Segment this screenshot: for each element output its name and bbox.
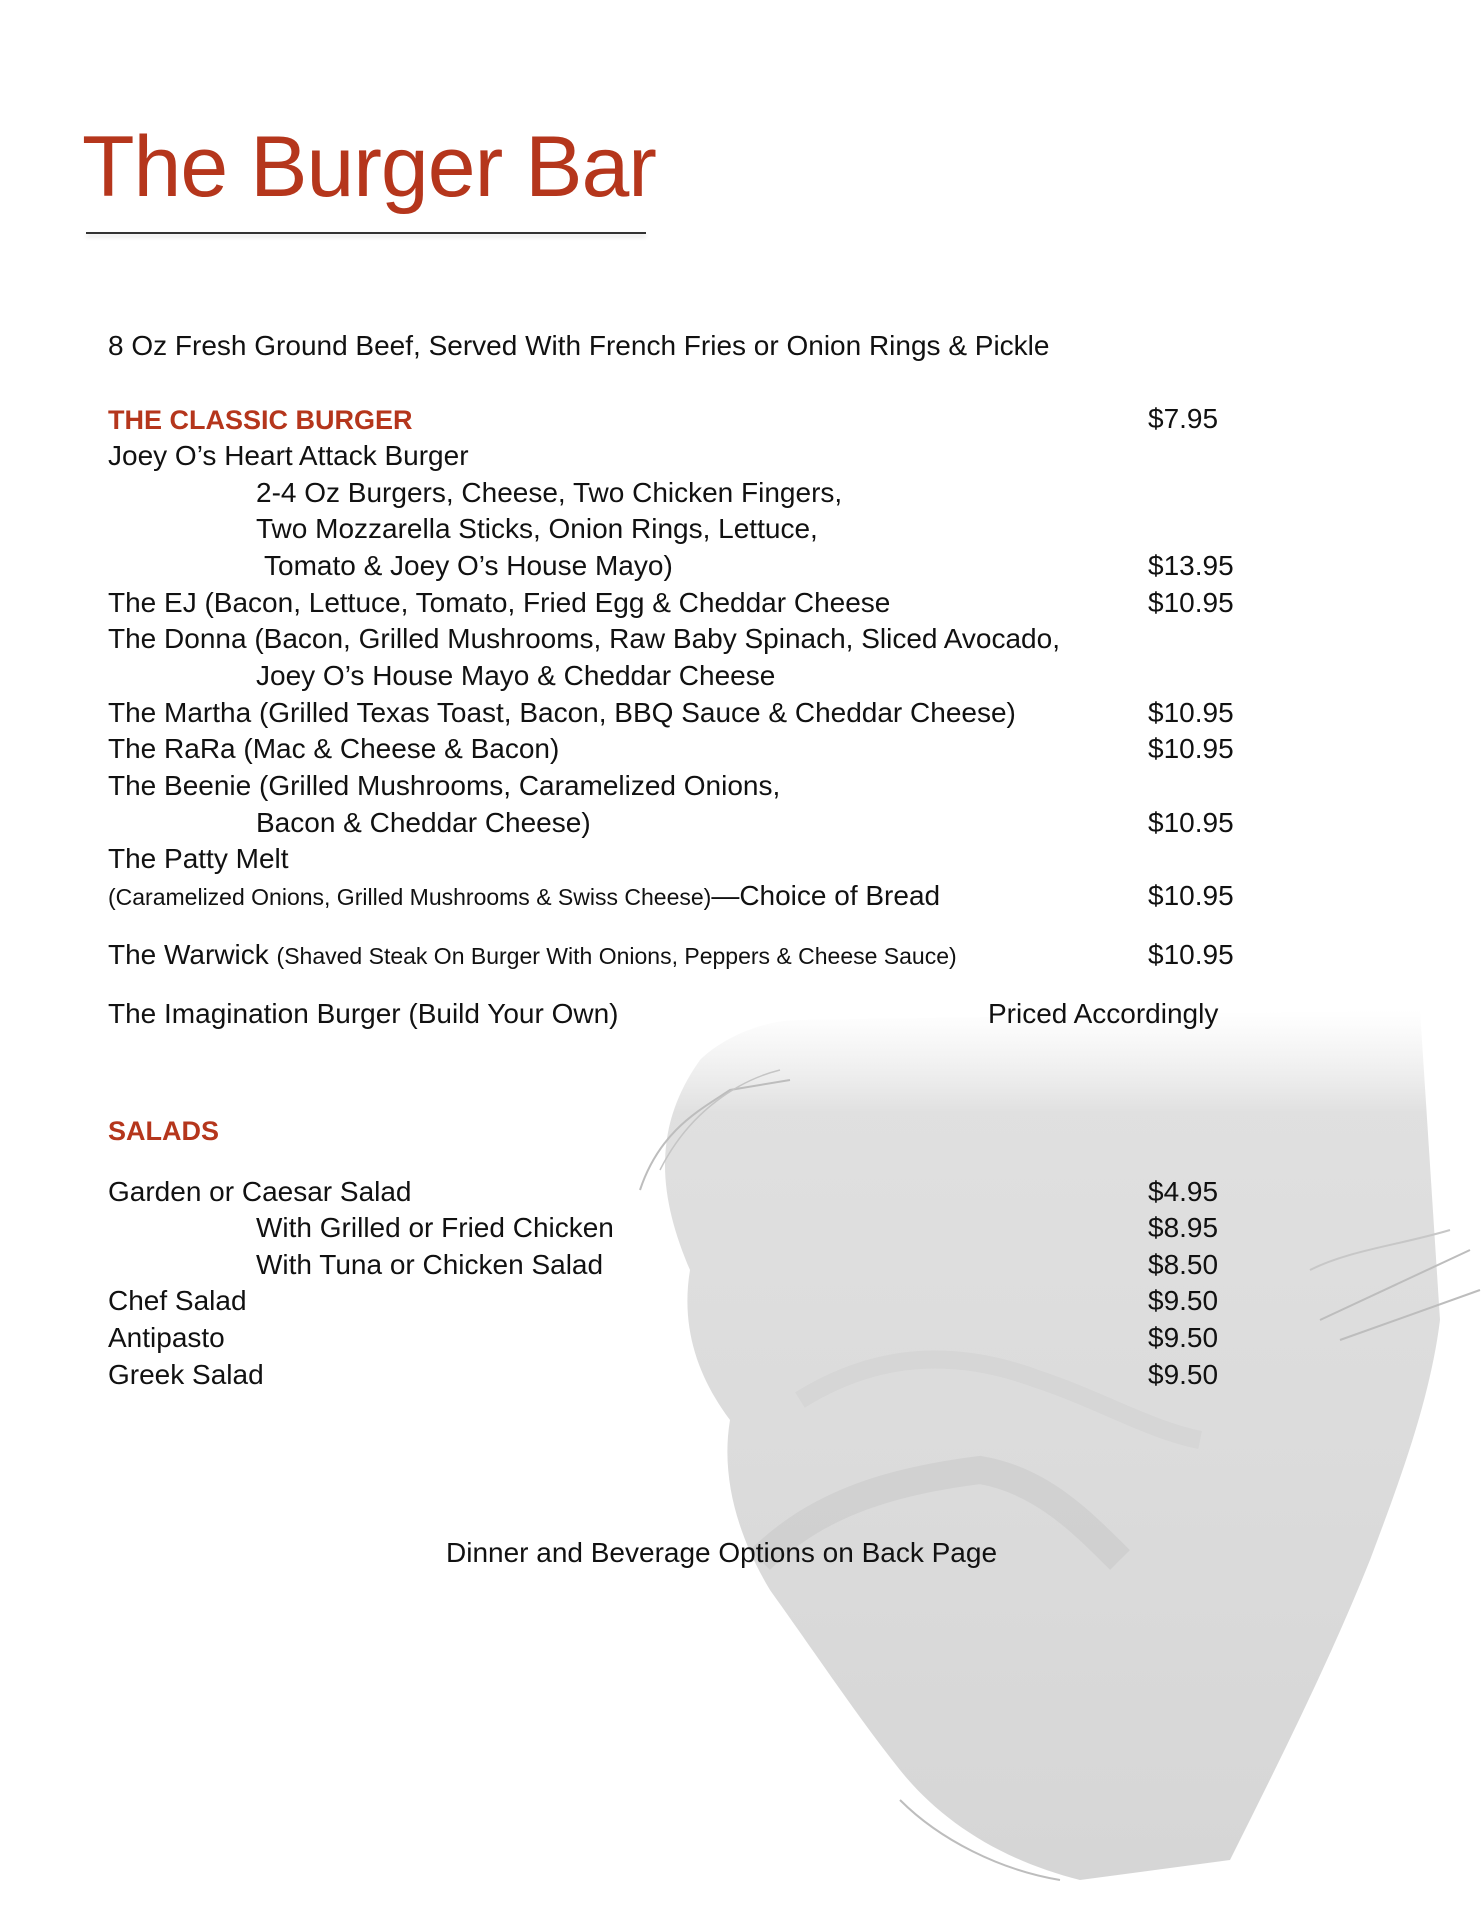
beenie-burger-price: $10.95 [1148,807,1234,838]
beenie-burger-line-2: Bacon & Cheddar Cheese) [256,807,591,838]
salad-item: Garden or Caesar Salad [108,1176,412,1207]
salad-item-price: $4.95 [1148,1176,1219,1207]
salad-item: Chef Salad [108,1285,247,1316]
warwick-burger-row [108,941,957,969]
donna-burger-line-2: Joey O’s House Mayo & Cheddar Cheese [256,660,776,691]
joey-burger-desc-3: Tomato & Joey O’s House Mayo) [264,550,673,581]
salad-item-price: $8.50 [1148,1249,1219,1280]
patty-melt-name: The Patty Melt [108,843,289,874]
warwick-burger-name: The Warwick [108,939,277,970]
patty-melt-detail: (Caramelized Onions, Grilled Mushrooms & Swiss Cheese) [108,884,712,910]
imagination-burger-price: Priced Accordingly [988,998,1219,1029]
salads-heading: SALADS [108,1116,220,1146]
classic-burger-price: $7.95 [1148,403,1219,434]
salad-item: With Tuna or Chicken Salad [256,1249,604,1280]
salad-item-price: $9.50 [1148,1359,1219,1390]
patty-melt-price: $10.95 [1148,880,1234,911]
footer-note: Dinner and Beverage Options on Back Page [446,1537,998,1568]
salad-item-price: $9.50 [1148,1285,1219,1316]
ej-burger-price: $10.95 [1148,587,1234,618]
beenie-burger-line-1: The Beenie (Grilled Mushrooms, Caramelized Onions, [108,770,781,801]
rara-burger-price: $10.95 [1148,733,1234,764]
page-title: The Burger Bar [82,119,656,215]
martha-burger-price: $10.95 [1148,697,1234,728]
joey-burger-desc-1: 2-4 Oz Burgers, Cheese, Two Chicken Fingers, [256,477,843,508]
ej-burger: The EJ (Bacon, Lettuce, Tomato, Fried Egg & Cheddar Cheese [108,587,891,618]
rara-burger: The RaRa (Mac & Cheese & Bacon) [108,733,560,764]
classic-burger-heading: THE CLASSIC BURGER [108,405,413,435]
salad-item-price: $8.95 [1148,1212,1219,1243]
salad-item: Antipasto [108,1322,225,1353]
martha-burger: The Martha (Grilled Texas Toast, Bacon, BBQ Sauce & Cheddar Cheese) [108,697,1016,728]
patty-melt-detail-row [108,882,940,910]
title-underline [86,232,646,234]
intro-text: 8 Oz Fresh Ground Beef, Served With French Fries or Onion Rings & Pickle [108,330,1050,361]
joey-burger-price: $13.95 [1148,550,1234,581]
donna-burger-line-1: The Donna (Bacon, Grilled Mushrooms, Raw Baby Spinach, Sliced Avocado, [108,623,1060,654]
warwick-burger-price: $10.95 [1148,939,1234,970]
warwick-burger-detail: (Shaved Steak On Burger With Onions, Peppers & Cheese Sauce) [276,943,957,969]
joey-burger-desc-2: Two Mozzarella Sticks, Onion Rings, Lettuce, [256,513,818,544]
salad-item-price: $9.50 [1148,1322,1219,1353]
salad-item: With Grilled or Fried Chicken [256,1212,614,1243]
patty-melt-bread-choice: —Choice of Bread [711,880,941,911]
imagination-burger: The Imagination Burger (Build Your Own) [108,998,619,1029]
joey-burger-name: Joey O’s Heart Attack Burger [108,440,469,471]
salad-item: Greek Salad [108,1359,264,1390]
